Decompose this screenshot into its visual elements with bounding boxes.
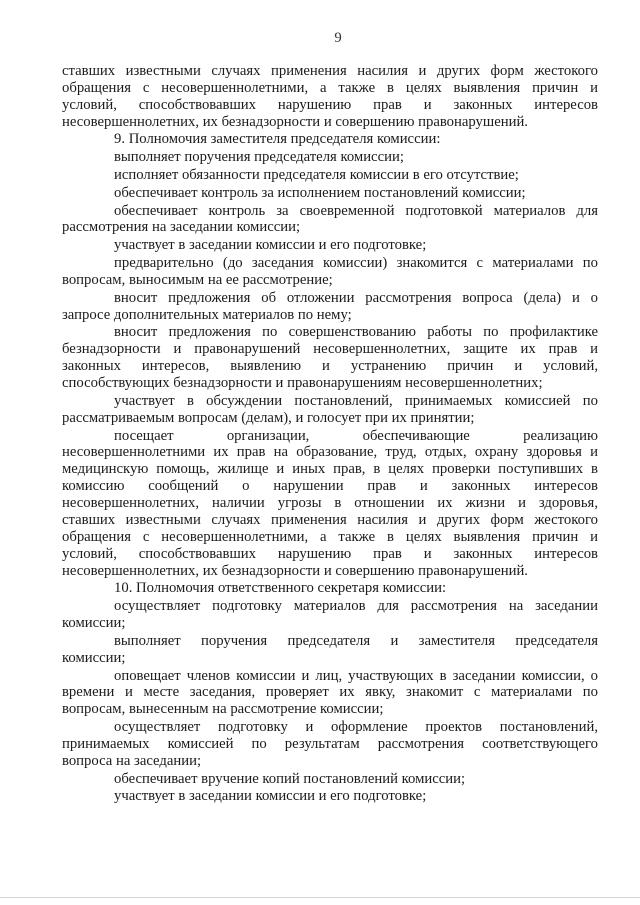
text-line: 9. Полномочия заместителя председателя комиссии: — [114, 131, 441, 148]
secretary-power-item — [62, 771, 598, 788]
section-10-heading — [62, 580, 598, 597]
text-line: оповещает членов комиссии и лиц, участвующих в заседании комиссии, о — [114, 667, 598, 684]
text-line: обеспечивает контроль за своевременной подготовкой материалов для — [114, 202, 598, 219]
text-line: вносит предложения об отложении рассмотрения вопроса (дела) и о — [114, 289, 598, 306]
text-line: обращения с несовершеннолетними, а также в целях выявления причин и — [62, 528, 598, 545]
section-9-heading — [62, 131, 598, 148]
text-line: участвует в обсуждении постановлений, принимаемых комиссией по — [114, 392, 598, 409]
text-line: 10. Полномочия ответственного секретаря комиссии: — [114, 580, 447, 597]
text-line: рассмотрения на заседании комиссии; — [62, 219, 301, 236]
text-line: времени и месте заседания, проверяет их явку, знакомит с материалами по — [62, 684, 598, 701]
text-line: участвует в заседании комиссии и его подготовке; — [114, 237, 427, 254]
text-line: медицинскую помощь, жилище и иных прав, в целях проверки поступивших в — [62, 461, 598, 478]
scan-edge-divider — [0, 897, 640, 898]
deputy-chair-power-item — [62, 149, 598, 166]
text-line: вносит предложения по совершенствованию работы по профилактике — [114, 324, 598, 341]
text-line: условий, способствовавших нарушению прав и законных интересов — [62, 96, 598, 113]
secretary-power-item — [62, 598, 598, 632]
deputy-chair-power-item — [62, 203, 598, 237]
document-body — [62, 63, 598, 805]
text-line: несовершеннолетних, наличии угрозы в отношении их жизни и здоровья, — [62, 495, 598, 512]
deputy-chair-power-item — [62, 167, 598, 184]
text-line: участвует в заседании комиссии и его подготовке; — [114, 788, 427, 805]
deputy-chair-power-item — [62, 290, 598, 324]
text-line: комиссии; — [62, 615, 126, 632]
text-line: несовершеннолетними их прав на образование, труд, отдых, охрану здоровья и — [62, 444, 598, 461]
continuation-paragraph — [62, 63, 598, 131]
text-line: обеспечивает вручение копий постановлений комиссии; — [114, 770, 466, 787]
text-line: ставших известными случаях применения насилия и других форм жестокого — [62, 63, 598, 79]
secretary-power-item — [62, 633, 598, 667]
page-number: 9 — [334, 30, 342, 46]
secretary-power-item — [62, 788, 598, 805]
text-line: осуществляет подготовку и оформление проектов постановлений, — [114, 719, 598, 736]
text-line: законных интересов, выявлению и устранению причин и условий, — [62, 358, 598, 375]
deputy-chair-power-item — [62, 324, 598, 392]
text-line: комиссию сообщений о нарушении прав и законных интересов — [62, 478, 598, 495]
text-line: условий, способствовавших нарушению прав и законных интересов — [62, 545, 598, 562]
text-line: исполняет обязанности председателя комиссии в его отсутствие; — [114, 167, 519, 184]
text-line: обеспечивает контроль за исполнением постановлений комиссии; — [114, 184, 526, 201]
text-line: вопросам, выносимым на ее рассмотрение; — [62, 271, 333, 288]
text-line: несовершеннолетних, их безнадзорности и совершению правонарушений. — [62, 113, 528, 130]
text-line: посещает организации, обеспечивающие реализацию — [114, 427, 598, 444]
text-line: рассматриваемым вопросам (делам), и голосует при их принятии; — [62, 409, 475, 426]
text-line: способствующих безнадзорности и правонарушениям несовершеннолетних; — [62, 375, 543, 392]
text-line: предварительно (до заседания комиссии) знакомится с материалами по — [114, 255, 598, 272]
text-line: принимаемых комиссией по результатам рассмотрения соответствующего — [62, 735, 598, 752]
text-line: выполняет поручения председателя комиссии; — [114, 149, 404, 166]
text-line: комиссии; — [62, 649, 126, 666]
text-line: выполняет поручения председателя и заместителя председателя — [114, 632, 598, 649]
secretary-power-item — [62, 719, 598, 770]
text-line: обращения с несовершеннолетними, а также в целях выявления причин и — [62, 79, 598, 96]
deputy-chair-power-item — [62, 428, 598, 580]
deputy-chair-power-item — [62, 255, 598, 289]
deputy-chair-power-item — [62, 237, 598, 254]
text-line: безнадзорности и правонарушений несовершеннолетних, защите их прав и — [62, 341, 598, 358]
secretary-power-item — [62, 668, 598, 719]
text-line: запросе дополнительных материалов по нему; — [62, 306, 352, 323]
text-line: вопроса на заседании; — [62, 752, 202, 769]
text-line: несовершеннолетних, их безнадзорности и совершению правонарушений. — [62, 562, 528, 579]
text-line: ставших известными случаях применения насилия и других форм жестокого — [62, 511, 598, 528]
deputy-chair-power-item — [62, 185, 598, 202]
text-line: вопросам, вынесенным на рассмотрение комиссии; — [62, 701, 384, 718]
text-line: осуществляет подготовку материалов для рассмотрения на заседании — [114, 598, 598, 615]
deputy-chair-power-item — [62, 393, 598, 427]
